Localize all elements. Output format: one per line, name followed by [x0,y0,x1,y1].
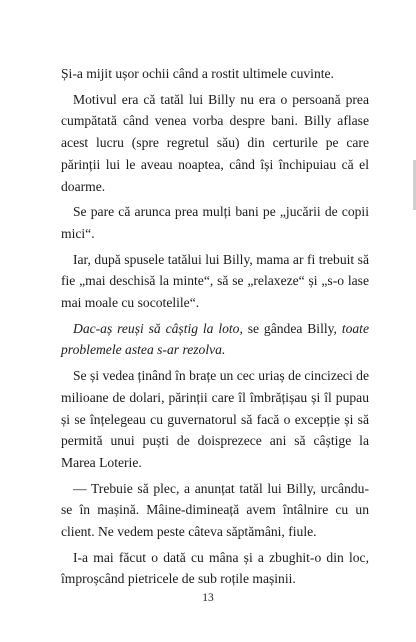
page-number: 13 [202,592,214,604]
italic-thought-part-2: toate problemele astea s-ar rezolva. [61,320,369,358]
paragraph-4: Iar, după spusele tatălui lui Billy, mama ar fi trebuit să fie „mai deschisă la minte“, să se „relaxeze“ și „s-o lase mai moale cu socotelile“. [61,251,369,311]
paragraph-2: Motivul era că tatăl lui Billy nu era o persoană prea cumpătată când venea vorba despre bani. Billy aflase acest lucru (spre regretul său) din certurile pe care părinții lui le aveau noaptea, când își închipuiau că el doarme. [61,91,369,194]
paragraph-3: Se pare că arunca prea mulți bani pe „jucării de copii mici“. [61,204,369,241]
thought-attribution: se gândea Billy, [242,320,342,336]
body-text [61,63,369,594]
italic-thought-part-1: Dac-aș reuși să câștig la loto, [73,320,243,336]
paragraph-8: I-a mai făcut o dată cu mâna și a zbughit-o din loc, împroșcând pietricele de sub roțile mașinii. [61,549,369,587]
paragraph-6: Se și vedea ținând în brațe un cec uriaș de cincizeci de milioane de dolari, părinții care îl îmbrățișau și îl pupau și se înțelegeau cu guvernatorul să facă o excepție și să permită unui puști de doisprezece ani să câștige la Marea Loterie. [61,368,369,470]
paragraph-5-mixed [61,318,369,361]
paragraph-1: Și-a mijit ușor ochii când a rostit ultimele cuvinte. [61,66,334,81]
paragraph-7: — Trebuie să plec, a anunțat tatăl lui Billy, urcându-se în mașină. Mâine-dimineață avem întâlnire cu un client. Ne vedem peste câteva săptămâni, fiule. [61,480,369,540]
